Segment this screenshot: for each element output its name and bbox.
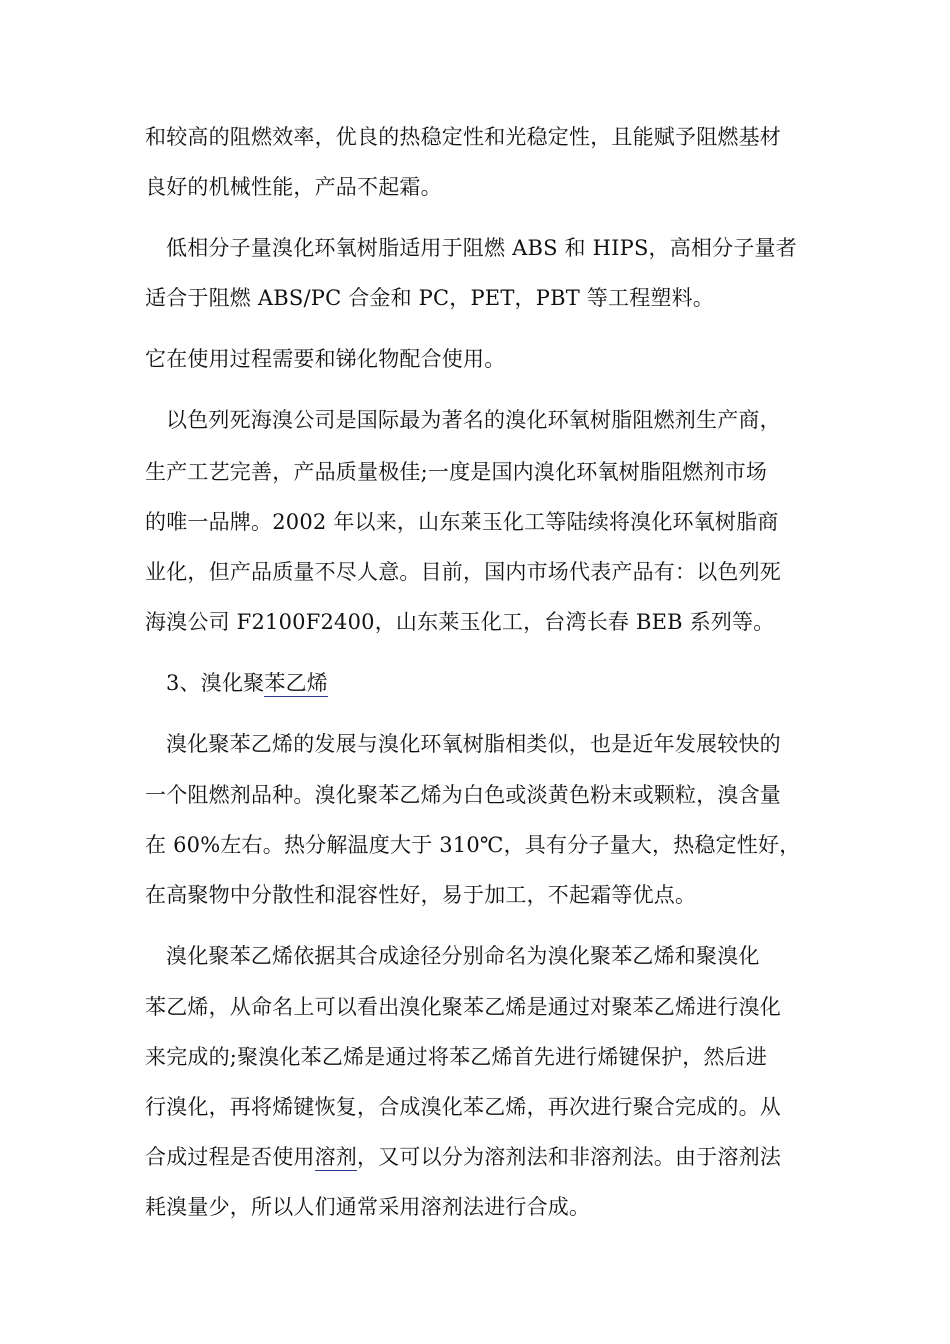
p4-line-2: 生产工艺完善，产品质量极佳;一度是国内溴化环氧树脂阻燃剂市场 — [145, 460, 768, 484]
p6-line-6: 耗溴量少，所以人们通常采用溶剂法进行合成。 — [145, 1195, 591, 1219]
p5-line-1: 溴化聚苯乙烯的发展与溴化环氧树脂相类似，也是近年发展较快的 — [166, 732, 781, 756]
heading-link[interactable]: 苯乙烯 — [264, 671, 328, 695]
p5-line-2: 一个阻燃剂品种。溴化聚苯乙烯为白色或淡黄色粉末或颗粒，溴含量 — [145, 783, 781, 807]
p6-line-5-prefix: 合成过程是否使用 — [145, 1145, 315, 1169]
p1-line-1: 和较高的阻燃效率，优良的热稳定性和光稳定性，且能赋予阻燃基材 — [145, 125, 781, 149]
p4-line-3: 的唯一品牌。2002 年以来，山东莱玉化工等陆续将溴化环氧树脂商 — [145, 510, 779, 534]
p5-line-3: 在 60%左右。热分解温度大于 310℃，具有分子量大，热稳定性好， — [145, 833, 801, 857]
heading-prefix: 3、溴化聚 — [166, 671, 265, 695]
p6-line-5 — [145, 1143, 815, 1171]
p6-line-3: 来完成的;聚溴化苯乙烯是通过将苯乙烯首先进行烯键保护，然后进 — [145, 1045, 768, 1069]
p4-line-4: 业化，但产品质量不尽人意。目前，国内市场代表产品有：以色列死 — [145, 560, 781, 584]
p6-line-4: 行溴化，再将烯键恢复，合成溴化苯乙烯，再次进行聚合完成的。从 — [145, 1095, 781, 1119]
solvent-link[interactable]: 溶剂 — [314, 1145, 358, 1169]
p6-line-2: 苯乙烯，从命名上可以看出溴化聚苯乙烯是通过对聚苯乙烯进行溴化 — [145, 995, 781, 1019]
p3-line-1: 它在使用过程需要和锑化物配合使用。 — [145, 347, 506, 371]
p6-line-1: 溴化聚苯乙烯依据其合成途径分别命名为溴化聚苯乙烯和聚溴化 — [166, 944, 760, 968]
p4-line-1: 以色列死海溴公司是国际最为著名的溴化环氧树脂阻燃剂生产商， — [166, 408, 781, 432]
p6-line-5-suffix: ，又可以分为溶剂法和非溶剂法。由于溶剂法 — [357, 1145, 782, 1169]
p2-line-1: 低相分子量溴化环氧树脂适用于阻燃 ABS 和 HIPS，高相分子量者 — [166, 236, 797, 260]
p2-line-2: 适合于阻燃 ABS/PC 合金和 PC，PET，PBT 等工程塑料。 — [145, 286, 714, 310]
p5-line-4: 在高聚物中分散性和混容性好，易于加工，不起霜等优点。 — [145, 883, 697, 907]
p1-line-2: 良好的机械性能，产品不起霜。 — [145, 175, 442, 199]
p4-line-5: 海溴公司 F2100F2400，山东莱玉化工，台湾长春 BEB 系列等。 — [145, 610, 775, 634]
section-heading — [166, 669, 815, 697]
